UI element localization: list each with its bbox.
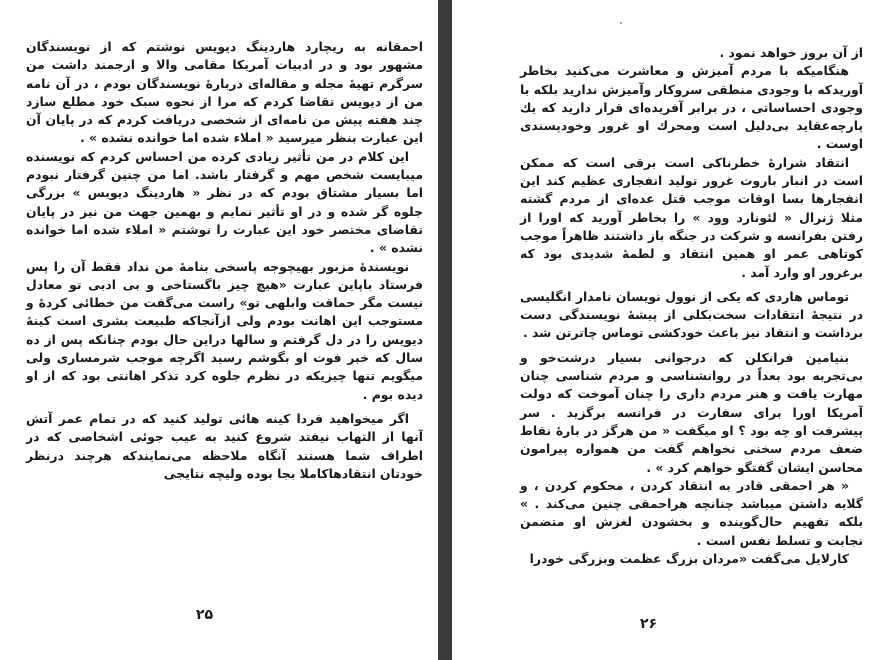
left-page-text [26,38,423,483]
paragraph: از آن بروز خواهد نمود . [719,45,863,60]
paragraph: اگر میخواهید فردا کینه هائی تولید کنید که در تمام عمر آتش آنها از التهاب نیفتد شروع کنید به عیب جوئی اشخاصی که در اطراف شما هستند آنگاه ملاحظه می‌نمایندکه هرچند درنظر خودتان انتقادهاکاملا بجا بوده ولیچه نتایجی [26,410,423,481]
paragraph: انتقاد شرارهٔ خطرناکی است برقی است که ممکن است در انبار باروت غرور تولید انفجاری عظیم کند این انفجارها بسا اوقات موجب قتل عده‌ای از مردم گشته مثلا ژنرال « لئونارد وود » را بخاطر آورید که اورا از رفتن بفرانسه و شرکت در جنگه باز داشتند ظاهراً موجب کوتاهی عمر او همین انتقاد و لطمهٔ شدیدی بود که برغرور او وارد آمد . [520,154,863,280]
paragraph: این کلام در من تأثیر زیادی کرده من احساس کردم که نویسنده میبایست شخص مهم و گرفتار باشد. اما من چنین گرفتار نبودم اما بسیار مشتاق بودم که در نظر « هاردینگ دیویس » بزرگی جلوه گر شده و در او تأثیر نمایم و بهمین جهت من نیز در پایان تقاضای مختصر خود این عبارت را نوشتم « املاء شده اما خوانده نشده » . [26,148,423,256]
page-number: ۲۶ [640,616,658,632]
scan-speck [620,22,622,24]
left-page [0,0,438,660]
paragraph: هنگامیکه با مردم آمیزش و معاشرت می‌کنید بخاطر آوریدکه با وجودی منطقی سروکار وآمیزش ندارید بلکه با وجودی احساساتی ، در برابر آفریده‌ای قرار دارید که یك پارچه‌عقاید بی‌دلیل است ومحرك او غرور وخودپسندی اوست . [520,63,863,152]
paragraph: « هر احمقی قادر به انتقاد کردن ، محکوم کردن ، و گلایه داشتن میباشد چنانچه هراحمقی چنین می‌کند . » بلکه تفهیم حال‌گوینده و بخشودن لغزش او متضمن نجابت و تسلط نفس است . [520,477,863,548]
paragraph: کارلایل می‌گفت «مردان بزرگ عظمت وبزرگی خودرا [529,551,849,567]
page-number: ۲۵ [196,607,214,623]
paragraph: توماس هاردی که یکی از نوول نویسان نامدار انگلیسی در نتیجهٔ انتقادات سخت‌بکلی از پیشهٔ نویسندگی دست برداشت و انتقاد نیز باعث خودکشی توماس چاترتن شد . [520,288,863,341]
right-page-text [520,44,863,568]
paragraph: احمقانه به ریچارد هاردینگ دیویس نوشتم که از نویسندگان مشهور بود و در ادبیات آمریکا مقامی والا و ارجمند داشت من سرگرم تهیهٔ مجله و مقاله‌ای دربارهٔ نویسندگان بودم ، در آن نامه من از دیویس تقاضا کردم که مرا از نحوه سبک خود مطلع سازد چند هفته پیش من نامه‌ای از شخصی دریافت کردم که در پایان آن این عبارت بنظر میرسید « املاء شده اما خوانده نشده » . [26,39,423,146]
right-page [452,0,891,660]
book-spine [438,0,452,660]
paragraph: نویسندهٔ مزبور بهیچوجه پاسخی بنامهٔ من نداد فقط آن را پس فرستاد باپاین عبارت «هیچ چیز باگستاخی و بی ادبی تو معادل نیست مگر حماقت وابلهی تو» راست می‌گفت من خطائی کردهٔ و مستوجب این اهانت بودم ولی ازآنجاکه طبیعت بشری است کینهٔ دیویس را در دل گرفتم و سالها دراین حال بودم چنانکه پس از ده سال که خبر فوت او بگوشم رسید اگرچه موجب شرمساری ولی میگویم تنها چیزیکه در نظرم جلوه کرد تذکر اهانتی بود که از او دیده بوم . [26,258,423,402]
paragraph: بنیامین فرانکلن که درجوانی بسیار درشت‌خو و بی‌تجربه بود بعداً در روانشناسی و مردم شناسی چنان مهارت یافت و هنر مردم داری را چنان آموخت که دولت آمریکا اورا برای سفارت در فرانسه برگزید . سر پیشرفت او چه بود ؟ او میگفت « من هرگز در بارهٔ نقاط ضعف مردم سخنی نخواهم گفت من همواره پیرامون محاسن ایشان گفتگو خواهم کرد » . [520,349,863,475]
